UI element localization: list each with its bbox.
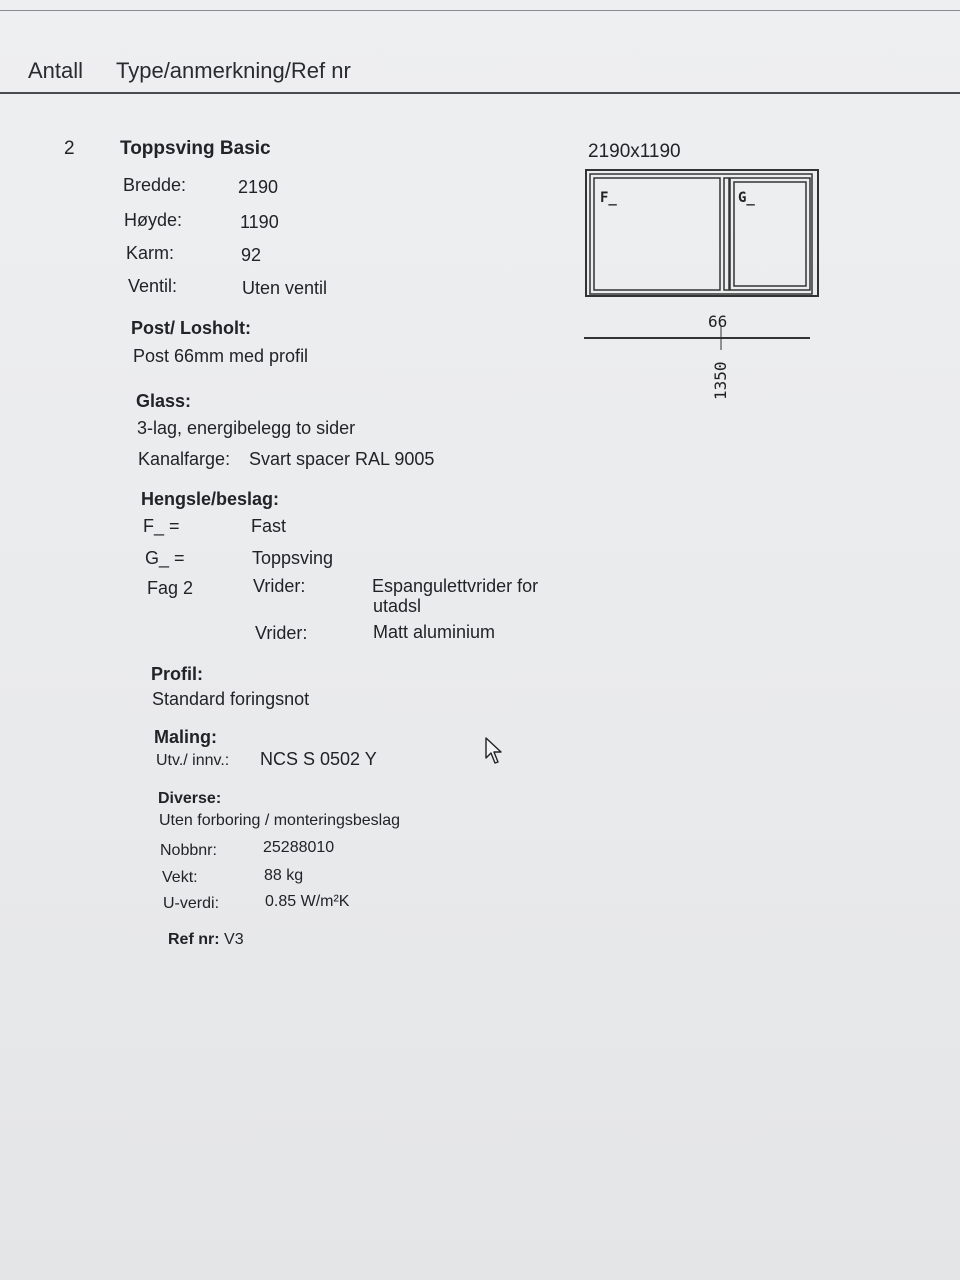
paint-label: Utv./ innv.: xyxy=(156,752,230,769)
item-quantity: 2 xyxy=(64,138,75,159)
handle-label-2: Vrider: xyxy=(255,623,308,643)
glass-text: 3-lag, energibelegg to sider xyxy=(137,418,356,438)
inner-frame xyxy=(590,174,812,294)
drawing-size-label: 2190x1190 xyxy=(588,141,681,162)
profile-text: Standard foringsnot xyxy=(152,689,310,709)
misc-value-uvalue: 0.85 W/m²K xyxy=(265,893,350,910)
profile-heading: Profil: xyxy=(151,664,203,684)
dim-label-vent: Ventil: xyxy=(128,276,178,296)
column-header-quantity: Antall xyxy=(28,58,84,83)
header-rule xyxy=(0,92,960,94)
dim-label-frame: Karm: xyxy=(126,243,175,263)
handle-label-1: Vrider: xyxy=(253,576,306,596)
misc-value-weight: 88 kg xyxy=(264,867,304,884)
hinge-code-g: G_ = xyxy=(145,548,185,568)
height-dimension: 1350 xyxy=(711,361,730,400)
misc-label-nobb: Nobbnr: xyxy=(160,842,217,859)
dim-value-frame: 92 xyxy=(241,245,262,265)
fag-label: Fag 2 xyxy=(147,578,194,598)
channel-color-value: Svart spacer RAL 9005 xyxy=(249,449,435,469)
dim-value-vent: Uten ventil xyxy=(242,278,328,298)
ref-value: V3 xyxy=(224,931,244,948)
post-heading: Post/ Losholt: xyxy=(131,318,251,338)
misc-text: Uten forboring / monteringsbeslag xyxy=(159,812,401,829)
handle-value-2: Matt aluminium xyxy=(373,622,496,642)
hinges-heading: Hengsle/beslag: xyxy=(141,489,280,509)
top-rule xyxy=(0,10,960,11)
glass-heading: Glass: xyxy=(136,391,192,411)
post-dimension: 66 xyxy=(708,312,728,331)
dim-label-width: Bredde: xyxy=(123,175,187,195)
paint-heading: Maling: xyxy=(154,727,217,747)
paint-value: NCS S 0502 Y xyxy=(260,749,377,769)
column-header-type: Type/anmerkning/Ref nr xyxy=(116,58,351,83)
hinge-value-g: Toppsving xyxy=(252,548,334,568)
dim-value-height: 1190 xyxy=(240,212,279,232)
post-text: Post 66mm med profil xyxy=(133,346,309,366)
handle-value-1-line2: utadsl xyxy=(373,596,422,616)
ref-label: Ref nr: xyxy=(168,931,220,948)
misc-heading: Diverse: xyxy=(158,790,222,807)
outer-frame xyxy=(586,170,818,296)
mouse-pointer-icon xyxy=(484,736,506,766)
channel-color-label: Kanalfarge: xyxy=(138,449,231,469)
misc-value-nobb: 25288010 xyxy=(263,839,335,856)
ref-row xyxy=(168,931,244,949)
misc-label-weight: Vekt: xyxy=(162,869,198,886)
post xyxy=(724,178,729,290)
window-drawing xyxy=(580,160,830,410)
dim-value-width: 2190 xyxy=(238,177,279,197)
item-title: Toppsving Basic xyxy=(120,138,271,159)
hinge-value-f: Fast xyxy=(251,516,287,536)
left-sash-code: F_ xyxy=(600,190,617,206)
hinge-code-f: F_ = xyxy=(143,516,180,536)
handle-value-1-line1: Espangulettvrider for xyxy=(372,576,539,596)
misc-label-uvalue: U-verdi: xyxy=(163,895,220,912)
right-sash-code: G_ xyxy=(738,190,755,206)
dim-label-height: Høyde: xyxy=(124,210,183,230)
